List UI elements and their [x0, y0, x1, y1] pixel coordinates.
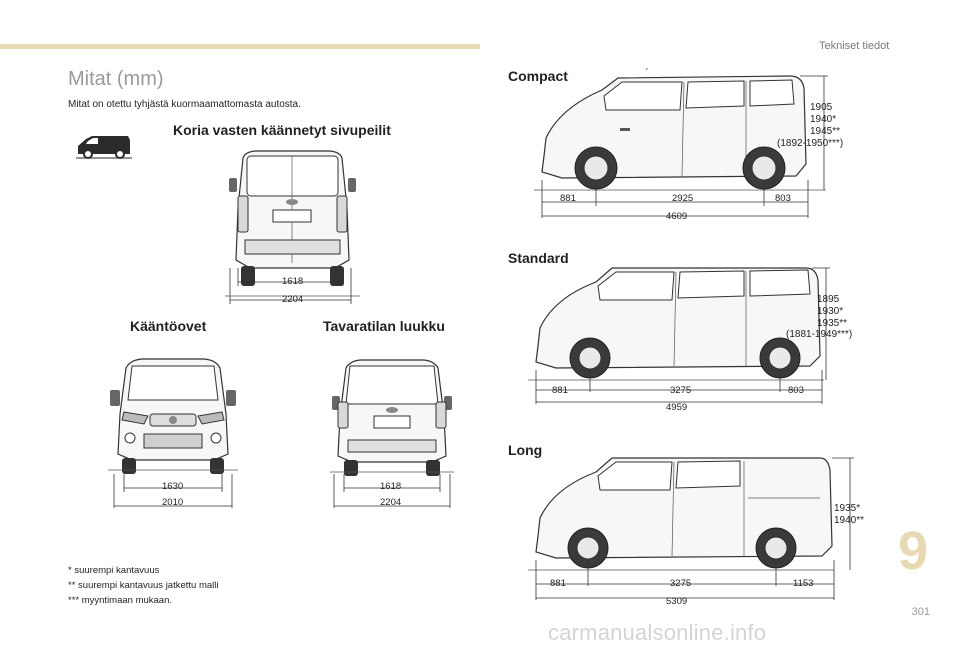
long-height-1: 1935*	[834, 503, 861, 514]
intro-text: Mitat on otettu tyhjästä kuormaamattomasta autosta.	[68, 99, 301, 110]
long-length: 5309	[666, 596, 688, 607]
section-title: Tekniset tiedot	[819, 40, 890, 52]
page-number: 301	[911, 606, 930, 618]
compact-height-3: 1945**	[810, 126, 841, 137]
header-accent-bar	[0, 44, 480, 49]
standard-length: 4959	[666, 402, 688, 413]
footnote-3: *** myyntimaan mukaan.	[68, 595, 173, 606]
front-view	[108, 354, 238, 476]
compact-rear-overhang: 803	[775, 193, 791, 204]
standard-rear-overhang: 803	[788, 385, 804, 396]
watermark: carmanualsonline.info	[548, 620, 767, 645]
long-heights	[834, 503, 864, 527]
long-front-overhang: 881	[550, 578, 566, 589]
standard-height-1: 1895	[817, 294, 840, 305]
compact-front-overhang: 881	[560, 193, 576, 204]
front-track: 1630	[162, 481, 184, 492]
doors-heading: Kääntöovet	[130, 318, 207, 334]
compact-heading: Compact	[508, 68, 568, 84]
hatch-track: 1618	[380, 481, 402, 492]
footnote-2: ** suurempi kantavuus jatkettu malli	[68, 580, 219, 591]
page-title: Mitat (mm)	[68, 68, 164, 90]
front-width: 2010	[162, 497, 184, 508]
compact-height-4: (1892-1950***)	[777, 138, 844, 149]
van-icon	[74, 132, 134, 160]
standard-height-3: 1935**	[817, 318, 848, 329]
mirrors-track: 1618	[282, 276, 304, 287]
mirrors-width: 2204	[282, 294, 304, 305]
long-heading: Long	[508, 442, 543, 458]
standard-height-4: (1881-1949***)	[786, 329, 853, 340]
standard-heights	[817, 294, 847, 330]
hatch-heading: Tavaratilan luukku	[323, 318, 445, 334]
chapter-number: 9	[897, 521, 929, 581]
standard-wheelbase: 3275	[670, 385, 692, 396]
long-wheelbase: 3275	[670, 578, 692, 589]
compact-length: 4609	[666, 211, 688, 222]
hatch-width: 2204	[380, 497, 402, 508]
compact-heights	[810, 102, 840, 138]
footnote-1: * suurempi kantavuus	[68, 565, 160, 576]
standard-height-2: 1930*	[817, 306, 844, 317]
long-rear-overhang: 1153	[793, 578, 814, 589]
compact-height-1: 1905	[810, 102, 833, 113]
mirrors-heading: Koria vasten käännetyt sivupeilit	[173, 122, 391, 138]
rear-view-hatch	[330, 356, 454, 478]
compact-wheelbase: 2925	[672, 193, 694, 204]
compact-height-2: 1940*	[810, 114, 837, 125]
long-height-2: 1940**	[834, 515, 865, 526]
standard-heading: Standard	[508, 250, 569, 266]
standard-front-overhang: 881	[552, 385, 568, 396]
